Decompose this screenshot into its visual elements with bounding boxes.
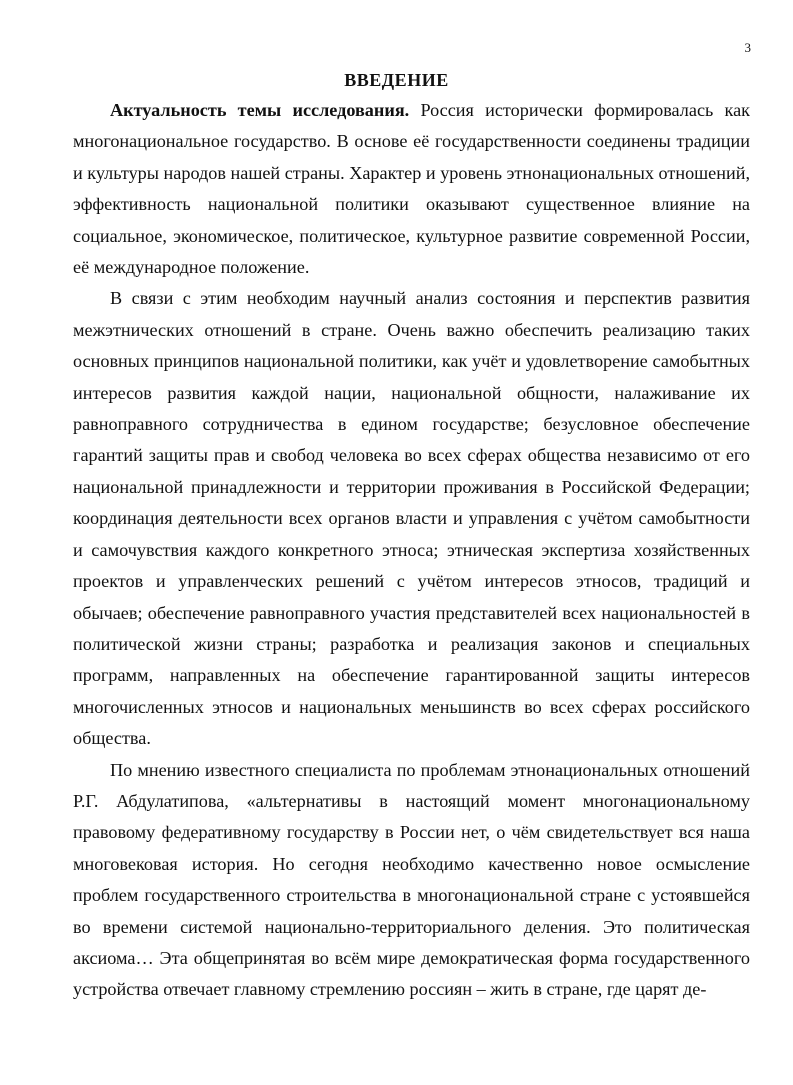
page-number: 3	[744, 40, 751, 55]
paragraph-lead: Актуальность темы исследования.	[110, 100, 410, 120]
paragraph-quote	[73, 755, 750, 1006]
paragraph-analysis	[73, 283, 750, 754]
paragraph-text: Россия исторически формировалась как многонациональное государство. В основе её государственности соединены традиции и культуры народов нашей страны. Характер и уровень этнонациональных отношений, эффективность национальной политики оказывают существенное влияние на социальное, экономическое, политическое, культурное развитие современной России, её международное положение.	[73, 100, 750, 278]
section-heading: ВВЕДЕНИЕ	[344, 70, 449, 90]
paragraph-text: В связи с этим необходим научный анализ состояния и перспектив развития межэтнических отношений в стране. Очень важно обеспечить реализацию таких основных принципов национальной политики, как учёт и удовлетворение самобытных интересов развития каждой нации, национальной общности, налаживание их равноправного сотрудничества в едином государстве; безусловное обеспечение гарантий защиты прав и свобод человека во всех сферах общества независимо от его национальной принадлежности и территории проживания в Российской Федерации; координация деятельности всех органов власти и управления с учётом самобытности и самочувствия каждого конкретного этноса; этническая экспертиза хозяйственных проектов и управленческих решений с учётом интересов этносов, традиций и обычаев; обеспечение равноправного участия представителей всех национальностей в политической жизни страны; разработка и реализация законов и специальных программ, направленных на обеспечение гарантированной защиты интересов многочисленных этносов и национальных меньшинств во всех сферах российского общества.	[73, 288, 750, 749]
paragraph-text: По мнению известного специалиста по проблемам этнонациональных отношений Р.Г. Абдулатипова, «альтернативы в настоящий момент многонациональному правовому федеративному государству в России нет, о чём свидетельствует вся наша многовековая история. Но сегодня необходимо качественно новое осмысление проблем государственного строительства в многонациональной стране с устоявшейся во времени системой национально-территориального деления. Это политическая аксиома… Эта общепринятая во всём мире демократическая форма государственного устройства отвечает главному стремлению россиян – жить в стране, где царят де-	[73, 759, 750, 1000]
paragraph-relevance	[73, 95, 750, 283]
body-text	[73, 95, 750, 1006]
